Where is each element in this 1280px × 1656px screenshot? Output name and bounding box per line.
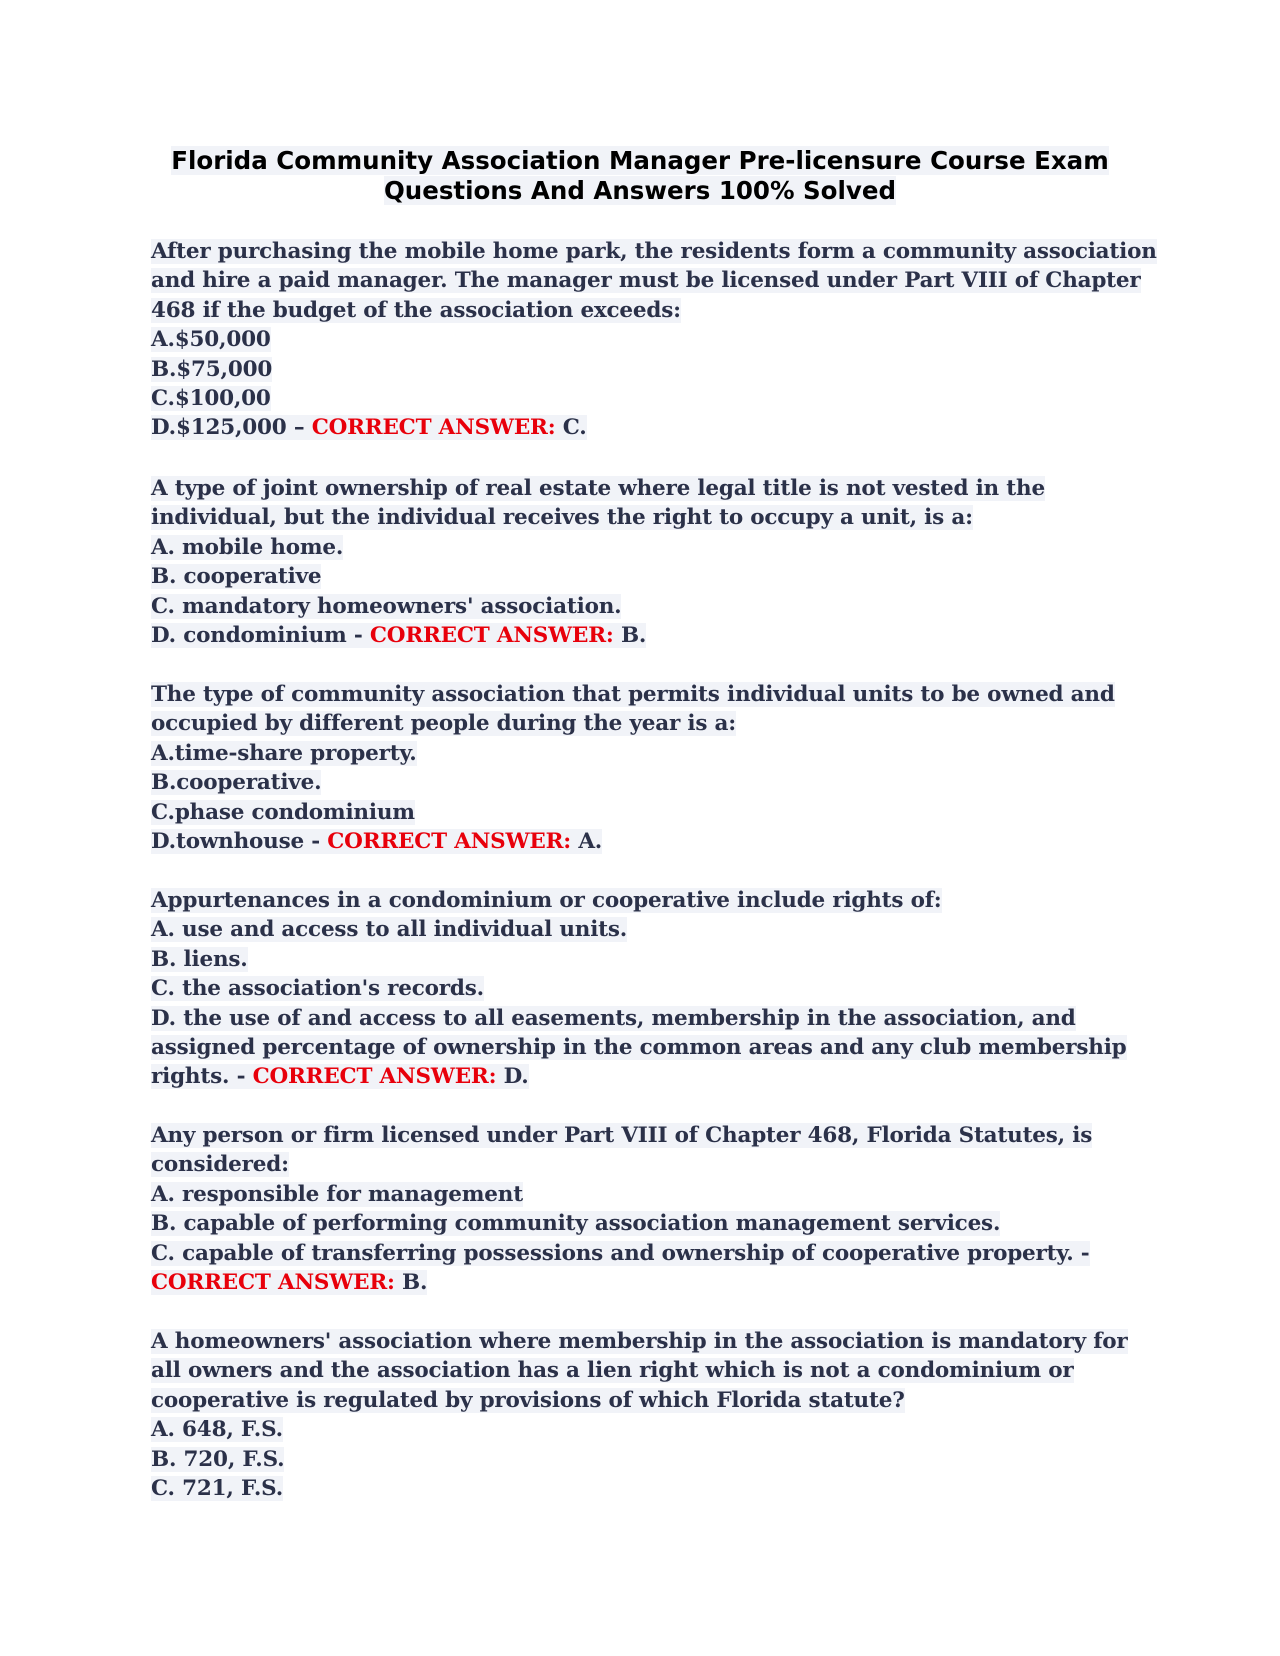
correct-answer-label: CORRECT ANSWER:	[311, 415, 556, 441]
answer-option: C. mandatory homeowners' association.	[151, 593, 622, 619]
correct-answer-line	[151, 1268, 1141, 1297]
correct-answer-label: CORRECT ANSWER:	[369, 623, 614, 649]
question-block	[151, 474, 1141, 650]
answer-option: B.cooperative.	[151, 770, 322, 796]
answer-option: A. 648, F.S.	[151, 1417, 283, 1443]
answer-option-with-answer: D. condominium - CORRECT ANSWER: B.	[151, 623, 647, 649]
answer-option: A.time-share property.	[151, 740, 417, 766]
question-text-line: cooperative is regulated by provisions of which Florida statute?	[151, 1387, 905, 1413]
answer-option: A.$50,000	[151, 327, 271, 353]
question-text-line: After purchasing the mobile home park, the residents form a community association	[151, 239, 1157, 264]
answer-option: A. use and access to all individual units.	[151, 917, 628, 943]
question-text-line: individual, but the individual receives the right to occupy a unit, is a:	[151, 505, 973, 531]
correct-answer-label: CORRECT ANSWER:	[252, 1064, 497, 1090]
question-text-line: occupied by different people during the year is a:	[151, 711, 736, 737]
answer-option-with-answer: D.townhouse - CORRECT ANSWER: A.	[151, 829, 603, 855]
answer-option: B. liens.	[151, 946, 248, 972]
question-text-line: A homeowners' association where membership in the association is mandatory for	[151, 1329, 1128, 1354]
answer-option: B.$75,000	[151, 356, 273, 382]
correct-answer-label: CORRECT ANSWER:	[151, 1270, 395, 1296]
answer-option-with-answer: rights. - CORRECT ANSWER: D.	[151, 1064, 529, 1090]
correct-answer-value: C.	[555, 415, 587, 441]
correct-answer-label: CORRECT ANSWER:	[327, 829, 572, 855]
answer-option: C. the association's records.	[151, 976, 484, 1002]
answer-option: B. capable of performing community association management services.	[151, 1211, 1001, 1237]
question-text-line: Appurtenances in a condominium or cooperative include rights of:	[151, 888, 942, 913]
question-text-line: all owners and the association has a lien right which is not a condominium or	[151, 1358, 1074, 1384]
title-line-2: Questions And Answers 100% Solved	[383, 176, 897, 205]
correct-answer-value: B.	[613, 623, 647, 649]
answer-option: C.phase condominium	[151, 799, 415, 825]
question-block	[151, 237, 1157, 443]
answer-option: B. cooperative	[151, 564, 322, 590]
question-block	[151, 680, 1141, 856]
correct-answer-value: A.	[571, 829, 603, 855]
question-text-line: considered:	[151, 1152, 289, 1178]
document-title	[140, 146, 1140, 206]
question-block	[151, 886, 1141, 1092]
answer-option-with-separator: C. capable of transferring possessions and ownership of cooperative property. -	[151, 1240, 1090, 1266]
answer-option: B. 720, F.S.	[151, 1446, 285, 1472]
title-line-1: Florida Community Association Manager Pre-licensure Course Exam	[171, 146, 1109, 175]
question-block	[151, 1121, 1141, 1297]
correct-answer-value: B.	[394, 1270, 428, 1296]
answer-option: A. responsible for management	[151, 1181, 523, 1207]
question-text-line: 468 if the budget of the association exceeds:	[151, 297, 681, 323]
question-text-line: A type of joint ownership of real estate where legal title is not vested in the	[151, 476, 1045, 501]
question-text-line: The type of community association that permits individual units to be owned and	[151, 682, 1115, 707]
question-text-line: Any person or firm licensed under Part VIII of Chapter 468, Florida Statutes, is	[151, 1123, 1093, 1148]
question-block	[151, 1327, 1141, 1503]
answer-option: D. the use of and access to all easements, membership in the association, and	[151, 1005, 1076, 1031]
answer-option: C. 721, F.S.	[151, 1476, 283, 1502]
answer-option: A. mobile home.	[151, 534, 344, 560]
correct-answer-value: D.	[496, 1064, 529, 1090]
answer-option-continued: assigned percentage of ownership in the common areas and any club membership	[151, 1035, 1127, 1061]
question-text-line: and hire a paid manager. The manager must be licensed under Part VIII of Chapter	[151, 268, 1141, 294]
answer-option: C.$100,00	[151, 386, 271, 412]
answer-option-with-answer: D.$125,000 – CORRECT ANSWER: C.	[151, 415, 587, 441]
